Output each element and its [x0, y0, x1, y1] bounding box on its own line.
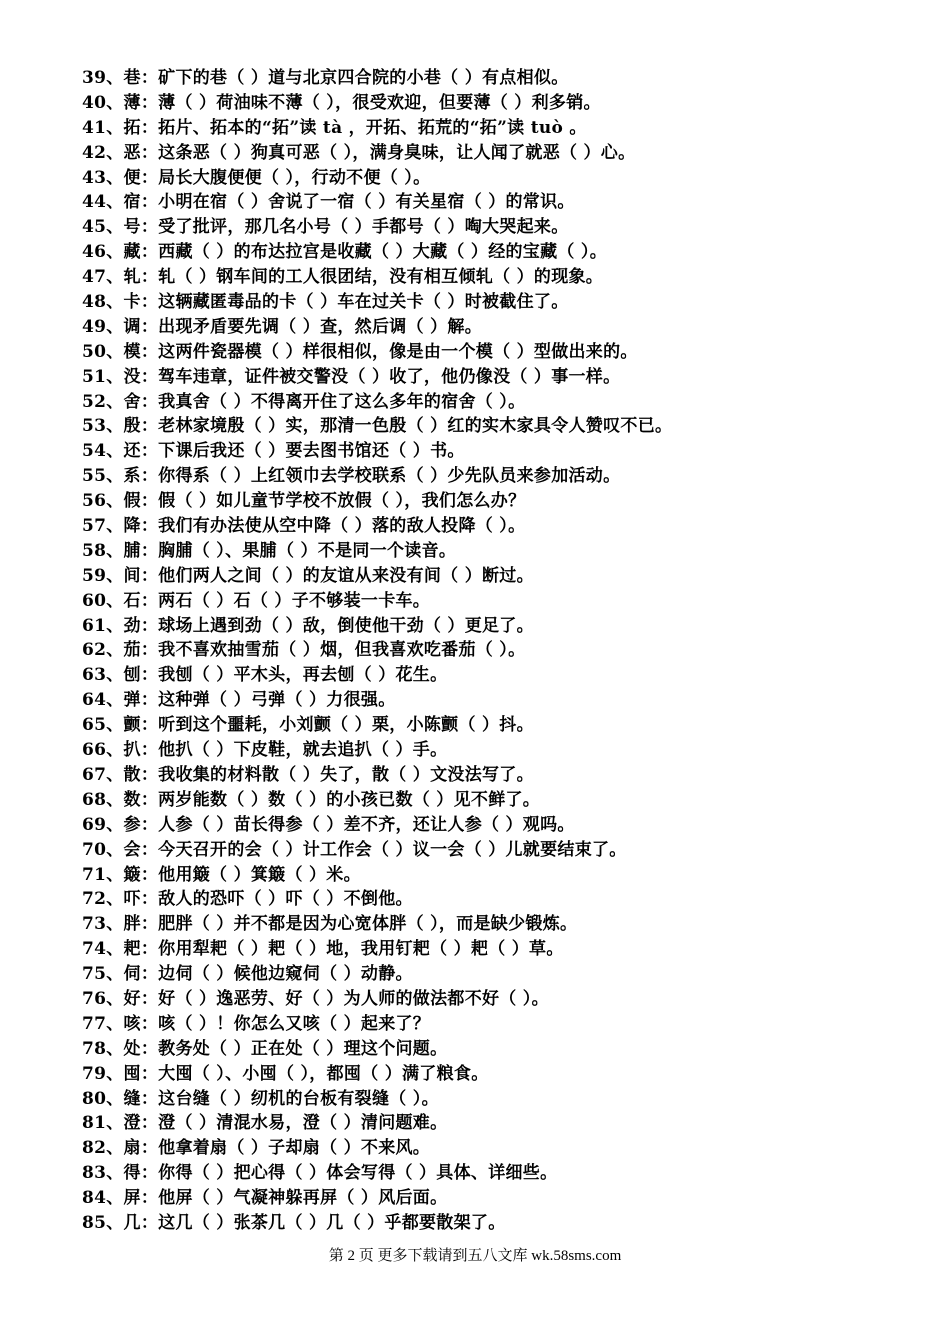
list-item: 66、扒：他扒（ ）下皮鞋，就去追扒（ ）手。: [82, 740, 448, 761]
list-item: 72、吓：敌人的恐吓（ ）吓（ ）不倒他。: [82, 889, 413, 910]
list-item: 58、脯：胸脯（ ）、果脯（ ）不是同一个读音。: [82, 540, 457, 561]
list-item: 41、拓：拓片、拓本的“拓”读 tà ，开拓、拓荒的“拓”读 tuò 。: [82, 117, 587, 138]
list-item: 42、恶：这条恶（ ）狗真可恶（ ），满身臭味，让人闻了就恶（ ）心。: [82, 142, 636, 163]
list-item: 77、咳：咳（ ）！你怎么又咳（ ）起来了？: [82, 1013, 431, 1034]
list-item: 82、扇：他拿着扇（ ）子却扇（ ）不来风。: [82, 1138, 431, 1159]
list-item: 65、颤：听到这个噩耗，小刘颤（ ）栗，小陈颤（ ）抖。: [82, 715, 534, 736]
list-item: 76、好：好（ ）逸恶劳、好（ ）为人师的做法都不好（ ）。: [82, 988, 549, 1009]
list-item: 46、藏：西藏（ ）的布达拉宫是收藏（ ）大藏（ ）经的宝藏（ ）。: [82, 242, 608, 263]
list-item: 64、弹：这种弹（ ）弓弹（ ）力很强。: [82, 690, 396, 711]
list-item: 50、模：这两件瓷器模（ ）样很相似，像是由一个模（ ）型做出来的。: [82, 341, 638, 362]
list-item: 68、数：两岁能数（ ）数（ ）的小孩已数（ ）见不鲜了。: [82, 789, 541, 810]
list-item: 43、便：局长大腹便便（ ），行动不便（ ）。: [82, 167, 431, 188]
list-item: 44、宿：小明在宿（ ）舍说了一宿（ ）有关星宿（ ）的常识。: [82, 192, 575, 213]
list-item: 51、没：驾车违章，证件被交警没（ ）收了，他仍像没（ ）事一样。: [82, 366, 621, 387]
list-item: 48、卡：这辆藏匿毒品的卡（ ）车在过关卡（ ）时被截住了。: [82, 292, 569, 313]
list-item: 45、号：受了批评，那几名小号（ ）手都号（ ）啕大哭起来。: [82, 217, 569, 238]
list-item: 39、巷：矿下的巷（ ）道与北京四合院的小巷（ ）有点相似。: [82, 68, 569, 88]
list-item: 53、殷：老林家境殷（ ）实，那清一色殷（ ）红的实木家具令人赞叹不已。: [82, 416, 673, 437]
list-item: 52、舍：我真舍（ ）不得离开住了这么多年的宿舍（ ）。: [82, 391, 526, 412]
list-item: 60、石：两石（ ）石（ ）子不够装一卡车。: [82, 590, 431, 611]
list-item: 57、降：我们有办法使从空中降（ ）落的敌人投降（ ）。: [82, 516, 526, 537]
list-item: 67、散：我收集的材料散（ ）失了，散（ ）文没法写了。: [82, 764, 534, 785]
list-item: 40、薄：薄（ ）荷油味不薄（ ），很受欢迎，但要薄（ ）利多销。: [82, 92, 601, 113]
list-item: 59、间：他们两人之间（ ）的友谊从来没有间（ ）断过。: [82, 565, 534, 586]
list-item: 54、还：下课后我还（ ）要去图书馆还（ ）书。: [82, 441, 465, 462]
list-item: 84、屏：他屏（ ）气凝神躲再屏（ ）风后面。: [82, 1188, 448, 1209]
list-item: 71、簸：他用簸（ ）箕簸（ ）米。: [82, 864, 361, 885]
list-item: 55、系：你得系（ ）上红领巾去学校联系（ ）少先队员来参加活动。: [82, 466, 621, 487]
list-item: 79、囤：大囤（ ）、小囤（ ），都囤（ ）满了粮食。: [82, 1063, 489, 1084]
list-item: 74、耙：你用犁耙（ ）耙（ ）地，我用钉耙（ ）耙（ ）草。: [82, 939, 564, 960]
list-item: 75、伺：边伺（ ）候他边窥伺（ ）动静。: [82, 964, 413, 985]
list-item: 80、缝：这台缝（ ）纫机的台板有裂缝（ ）。: [82, 1088, 439, 1109]
list-item: 83、得：你得（ ）把心得（ ）体会写得（ ）具体、详细些。: [82, 1163, 558, 1184]
list-item: 63、刨：我刨（ ）平木头，再去刨（ ）花生。: [82, 665, 448, 686]
list-item: 56、假：假（ ）如儿童节学校不放假（ ），我们怎么办？: [82, 491, 526, 512]
list-item: 62、茄：我不喜欢抽雪茄（ ）烟，但我喜欢吃番茄（ ）。: [82, 640, 526, 661]
list-item: 73、胖：肥胖（ ）并不都是因为心宽体胖（ ），而是缺少锻炼。: [82, 914, 578, 935]
list-item: 69、参：人参（ ）苗长得参（ ）差不齐，还让人参（ ）观吗。: [82, 814, 575, 835]
list-item: 61、劲：球场上遇到劲（ ）敌，倒使他干劲（ ）更足了。: [82, 615, 534, 636]
list-item: 81、澄：澄（ ）清混水易，澄（ ）清问题难。: [82, 1113, 448, 1134]
exercise-list: [82, 66, 922, 1236]
list-item: 70、会：今天召开的会（ ）计工作会（ ）议一会（ ）儿就要结束了。: [82, 839, 627, 860]
list-item: 49、调：出现矛盾要先调（ ）查，然后调（ ）解。: [82, 316, 482, 337]
list-item: 78、处：教务处（ ）正在处（ ）理这个问题。: [82, 1038, 448, 1059]
list-item: 85、几：这几（ ）张茶几（ ）几（ ）乎都要散架了。: [82, 1212, 506, 1233]
page-footer: 第 2 页 更多下载请到五八文库 wk.58sms.com: [328, 1248, 622, 1264]
list-item: 47、轧：轧（ ）钢车间的工人很团结，没有相互倾轧（ ）的现象。: [82, 267, 604, 288]
